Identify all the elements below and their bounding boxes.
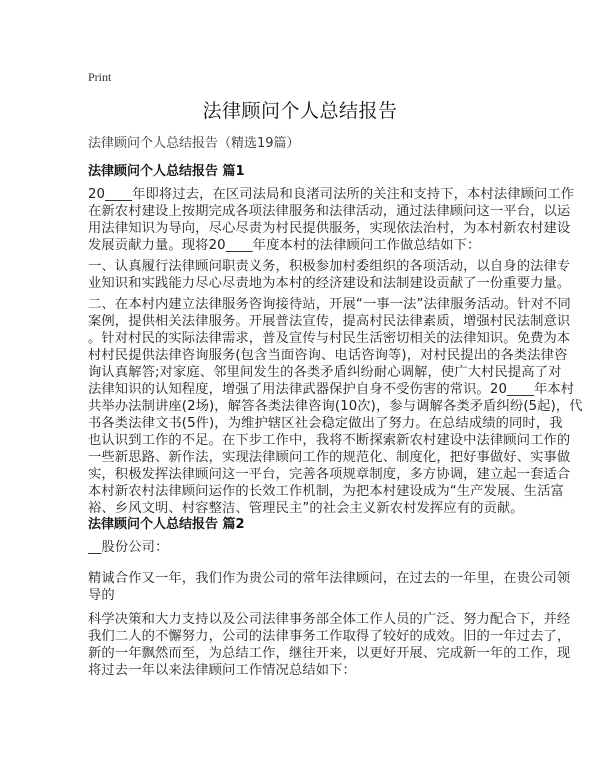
text-line: 一些新思路、新作法，实现法律顾问工作的规范化、制度化，把好事做好、实事做	[88, 450, 571, 465]
text-line: 科学决策和大力支持以及公司法律事务部全体工作人员的广泛、努力配合下，并经	[88, 612, 571, 627]
text-line: 用法律知识为导向，尽心尽责为村民提供服务，实现依法治村，为本村新农村建设	[88, 221, 571, 236]
document-title: 法律顾问个人总结报告	[202, 100, 398, 122]
text-line: 将过去一年以来法律顾问工作情况总结如下：	[88, 663, 356, 678]
section-heading-2: 法律顾问个人总结报告 篇2	[88, 517, 245, 532]
text-line: 发展贡献力量。现将20____年度本村的法律顾问工作做总结如下：	[88, 238, 481, 253]
paragraph	[88, 570, 571, 604]
text-line: 在新农村建设上按期完成各项法律服务和法律活动，通过法律顾问这一平台，以运	[88, 204, 571, 219]
text-line: 二、在本村内建立法律服务咨询接待站，开展“一事一法”法律服务活动。针对不同	[88, 297, 571, 312]
print-label: Print	[88, 70, 112, 84]
text-line: 案例，提供相关法律服务。开展普法宣传，提高村民法律素质，增强村民法制意识	[88, 314, 571, 329]
text-line: 。针对村民的实际法律需求，普及宣传与村民生活密切相关的法律知识。免费为本	[88, 331, 571, 346]
paragraph	[88, 258, 571, 292]
text-line: 业知识和实践能力尽心尽责地为本村的经济建设和法制建设贡献了一份重要力量。	[88, 276, 571, 291]
paragraph	[88, 186, 575, 254]
text-line: 我们二人的不懈努力，公司的法律事务工作取得了较好的成效。旧的一年过去了，	[88, 629, 571, 644]
document-subtitle: 法律顾问个人总结报告（精选19篇）	[88, 136, 300, 151]
section-heading-1: 法律顾问个人总结报告 篇1	[88, 164, 245, 179]
paragraph	[88, 539, 518, 556]
text-line: 法律知识的认知程度，增强了用法律武器保护自身不受伤害的常识。20____年本村	[88, 382, 575, 397]
text-line: 新的一年飘然而至，为总结工作，继往开来，以更好开展、完成新一年的工作，现	[88, 646, 571, 661]
text-line: 一、认真履行法律顾问职责义务，积极参加村委组织的各项活动，以自身的法律专	[88, 259, 571, 274]
text-line: 实，积极发挥法律顾问这一平台，完善各项规章制度，多方协调，建立起一套适合	[88, 467, 571, 482]
text-line: 20____年即将过去，在区司法局和良渚司法所的关注和支持下，本村法律顾问工作	[88, 187, 575, 202]
text-line: 询认真解答;对家庭、邻里间发生的各类矛盾纠纷耐心调解，使广大村民提高了对	[88, 365, 562, 380]
text-line: 裕、乡风文明、村容整洁、管理民主”的社会主义新农村发挥应有的贡献。	[88, 501, 524, 516]
paragraph	[88, 296, 583, 517]
text-line: 村村民提供法律咨询服务(包含当面咨询、电话咨询等)，对村民提出的各类法律咨	[88, 348, 568, 363]
text-line: 书各类法律文书(5件)，为维护辖区社会稳定做出了努力。在总结成绩的同时，我	[88, 416, 563, 431]
text-line: 共举办法制讲座(2场)，解答各类法律咨询(10次)，参与调解各类矛盾纠纷(5起)，代	[88, 399, 583, 414]
text-line: __股份公司：	[88, 540, 169, 555]
paragraph	[88, 611, 571, 679]
text-line: 也认识到工作的不足。在下步工作中，我将不断探索新农村建设中法律顾问工作的	[88, 433, 571, 448]
text-line: 本村新农村法律顾问运作的长效工作机制，为把本村建设成为“生产发展、生活富	[88, 484, 564, 499]
text-line: 精诚合作又一年，我们作为贵公司的常年法律顾问，在过去的一年里，在贵公司领	[88, 571, 571, 586]
text-line: 导的	[88, 588, 115, 603]
